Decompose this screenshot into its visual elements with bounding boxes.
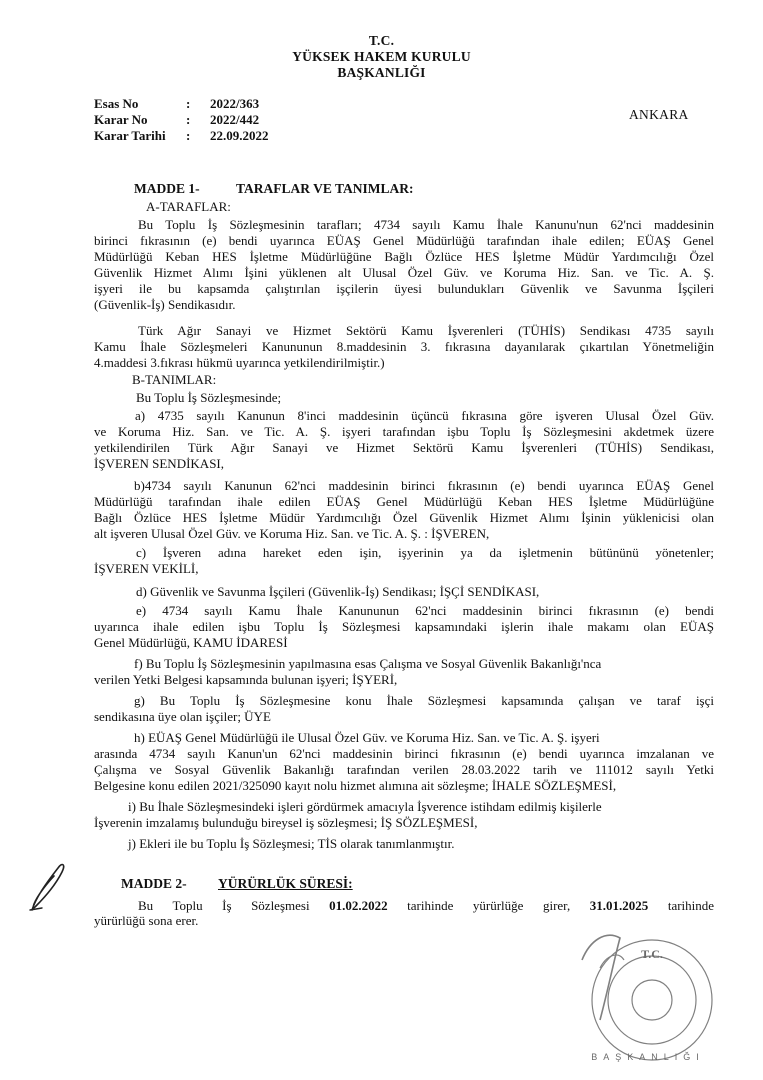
svg-text:T.C.: T.C. [641, 947, 663, 961]
madde2-title: YÜRÜRLÜK SÜRESİ: [218, 876, 353, 891]
body-line: Kamu İhale Sözleşmeleri Kanununun 8.maddesinin 3. fıkrasına dayanılarak çıkartılan Yönetmeliğin [94, 339, 714, 354]
body-line: e) 4734 sayılı Kamu İhale Kanununun 62'nci maddesinin birinci fıkrasının (e) bendi [136, 603, 714, 618]
body-line: ve Koruma Hiz. San. ve Tic. A. Ş. işyeri tarafından işbu Toplu İş Sözleşmesini akdetmek üzere [94, 424, 714, 439]
city-name: ANKARA [629, 107, 689, 122]
meta-karar-tarihi [94, 128, 269, 144]
body-line: arasında 4734 sayılı Kanun'un 62'nci maddesinin birinci fıkrasının (e) bendi uyarınca imzalanan ve [94, 746, 714, 761]
meta-label: Esas No [94, 96, 139, 111]
official-stamp [560, 920, 725, 1070]
meta-esas [94, 96, 259, 112]
body-line: b)4734 sayılı Kanunun 62'nci maddesinin birinci fıkrasının (e) bendi uyarınca EÜAŞ Genel [134, 478, 714, 493]
body-line: Genel Müdürlüğü, KAMU İDARESİ [94, 635, 288, 650]
meta-label: Karar Tarihi [94, 128, 166, 143]
body-line: c) İşveren adına hareket eden işin, işyerinin ya da işletmenin bütününü yönetenler; [136, 545, 714, 560]
body-line: İŞVEREN VEKİLİ, [94, 561, 199, 576]
body-line: Belgesine konu edilen 2021/325090 kayıt nolu hizmet alımına ait sözleşme; İHALE SÖZLEŞMESİ, [94, 778, 617, 793]
madde2-text-part1: Bu Toplu İş Sözleşmesi [138, 898, 310, 913]
body-line: birinci fıkrasının (e) bendi uyarınca EÜAŞ Genel Müdürlüğü tarafından ihale edilen; EÜAŞ Genel [94, 233, 714, 248]
madde2-number: MADDE 2- [121, 876, 187, 891]
body-line: Güvenlik Hizmet Alımı İşini yüklenen alt Ulusal Özel Güv. ve Koruma Hiz. San. ve Tic. A. Ş. [94, 265, 714, 280]
body-line: Çalışma ve Sosyal Güvenlik Bakanlığı tarafından verilen 28.03.2022 tarih ve 111012 sayılı Yetki [94, 762, 714, 777]
handwritten-signature [24, 858, 70, 914]
body-line: Bu Toplu İş Sözleşmesinin tarafları; 4734 sayılı Kamu İhale Kanunu'nun 62'nci maddesinin [138, 217, 714, 232]
body-line: Türk Ağır Sanayi ve Hizmet Sektörü Kamu İşverenleri (TÜHİS) Sendikası 4735 sayılı [138, 323, 714, 338]
body-line: yetkilendirilen Türk Ağır Sanayi ve Hizmet Sektörü Kamu İşverenleri (TÜHİS) Sendikası, [94, 440, 714, 455]
madde2-line2: yürürlüğü sona erer. [94, 913, 199, 928]
body-line: g) Bu Toplu İş Sözleşmesine konu İhale Sözleşmesi kapsamında çalışan ve taraf işçi [134, 693, 714, 708]
body-line: İŞVEREN SENDİKASI, [94, 456, 224, 471]
madde2-text-part2: tarihinde yürürlüğe girer, [407, 898, 571, 913]
svg-text:BAŞKANLIĞI: BAŞKANLIĞI [591, 1052, 705, 1062]
madde2-text-part3: tarihinde [667, 898, 715, 913]
body-line: verilen Yetki Belgesi kapsamında bulunan işyeri; İŞYERİ, [94, 672, 398, 687]
meta-sep: : [186, 128, 191, 143]
meta-karar [94, 112, 259, 128]
header-court-name: YÜKSEK HAKEM KURULU [292, 49, 471, 64]
meta-sep: : [186, 96, 191, 111]
body-line: A-TARAFLAR: [146, 199, 231, 214]
body-line: işyeri ile bu kapsamda çalıştırılan işçilerin üyesi bulundukları Güvenlik ve Savunma İşçileri [94, 281, 714, 296]
meta-sep: : [186, 112, 191, 127]
body-line: a) 4735 sayılı Kanunun 8'inci maddesinin üçüncü fıkrasına göre işveren Ulusal Özel Güv. [135, 408, 714, 423]
body-line: İşverenin imzalamış bulunduğu bireysel iş sözleşmesi; İŞ SÖZLEŞMESİ, [94, 815, 478, 830]
meta-label: Karar No [94, 112, 148, 127]
meta-value: 2022/442 [210, 112, 260, 127]
body-line: j) Ekleri ile bu Toplu İş Sözleşmesi; TİS olarak tanımlanmıştır. [128, 836, 455, 851]
body-line: i) Bu İhale Sözleşmesindeki işleri gördürmek amacıyla İşverence istihdam edilmiş kişilerle [128, 799, 602, 814]
body-line: alt işveren Ulusal Özel Güv. ve Koruma Hiz. San. ve Tic. A. Ş. : İŞVEREN, [94, 526, 490, 541]
body-line: uyarınca ihale edilen işbu Toplu İş Sözleşmesi kapsamındaki işlerin ihale makamı olan EÜAŞ [94, 619, 714, 634]
meta-value: 2022/363 [210, 96, 260, 111]
body-line: h) EÜAŞ Genel Müdürlüğü ile Ulusal Özel Güv. ve Koruma Hiz. San. ve Tic. A. Ş. işyeri [134, 730, 600, 745]
body-line: Bağlı Özlüce HES İşletme Müdür Yardımcılığı Özel Güvenlik Hizmet Alımı İşinin yüklenicisi olan [94, 510, 714, 525]
body-line: (Güvenlik-İş) Sendikasıdır. [94, 297, 236, 312]
madde1-number: MADDE 1- [134, 181, 200, 196]
body-line: d) Güvenlik ve Savunma İşçileri (Güvenlik-İş) Sendikası; İŞÇİ SENDİKASI, [136, 584, 540, 599]
body-line: Müdürlüğü tarafından ihale edilen EÜAŞ Genel Müdürlüğü Keban HES İşletme Müdürlüğüne [94, 494, 714, 509]
header-presidency: BAŞKANLIĞI [337, 65, 426, 80]
body-line: B-TANIMLAR: [132, 372, 217, 387]
madde1-title: TARAFLAR VE TANIMLAR: [236, 181, 414, 196]
body-line: sendikasına üye olan işçiler; ÜYE [94, 709, 271, 724]
body-line: f) Bu Toplu İş Sözleşmesinin yapılmasına esas Çalışma ve Sosyal Güvenlik Bakanlığı'nca [134, 656, 602, 671]
madde2-end-date: 31.01.2025 [589, 898, 649, 913]
body-line: Müdürlüğü Keban HES İşletme Müdürlüğüne Bağlı Özlüce HES İşletme Müdür Yardımcılığı Özel [94, 249, 714, 264]
header-tc: T.C. [368, 33, 395, 48]
meta-value: 22.09.2022 [210, 128, 269, 143]
madde2-paragraph [94, 898, 714, 913]
madde2-start-date: 01.02.2022 [329, 898, 388, 913]
body-line: Bu Toplu İş Sözleşmesinde; [136, 390, 282, 405]
body-line: 4.maddesi 3.fıkrası hükmü uyarınca yetkilendirilmiştir.) [94, 355, 385, 370]
